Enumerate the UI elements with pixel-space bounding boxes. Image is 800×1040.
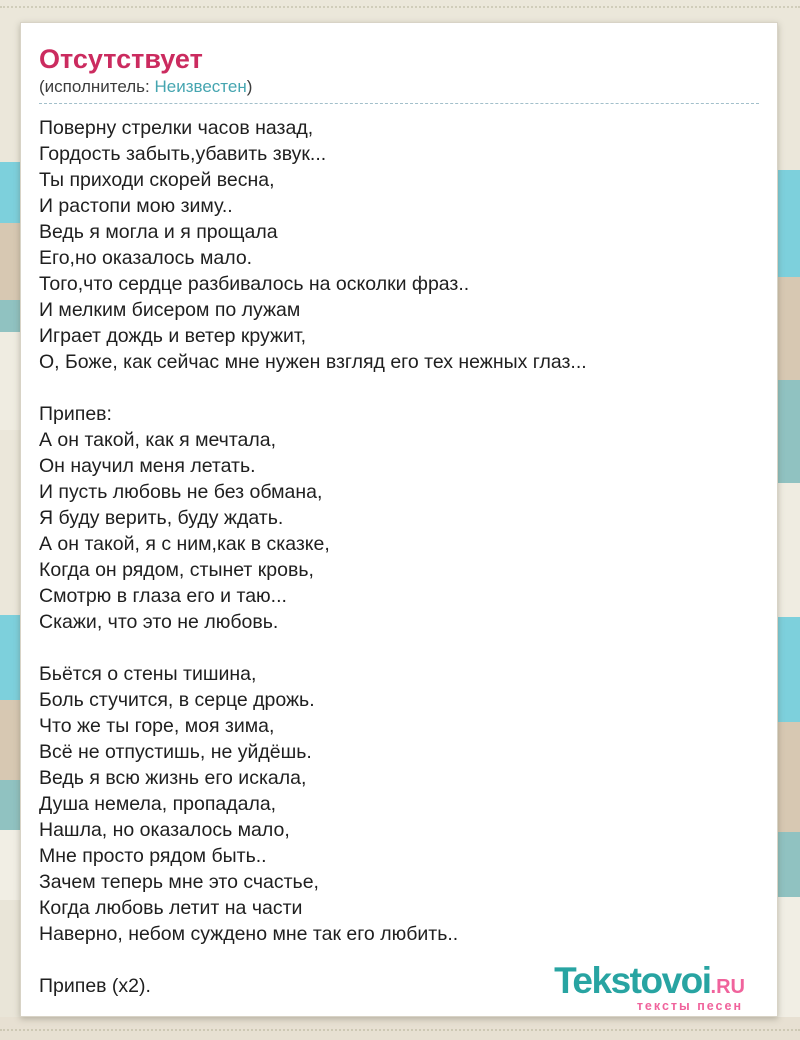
lyric-line: Того,что сердце разбивалось на осколки фраз.. [39,273,470,295]
lyric-line: Душа немела, пропадала, [39,793,277,815]
lyric-line: О, Боже, как сейчас мне нужен взгляд его тех нежных глаз... [39,351,587,373]
lyric-line: Смотрю в глаза его и таю... [39,585,287,607]
lyric-line: И растопи мою зиму.. [39,195,233,217]
lyrics-stanza [39,115,759,375]
lyric-line: Ведь я могла и я прощала [39,221,278,243]
lyric-line: Скажи, что это не любовь. [39,611,279,633]
stitch-line-top [0,6,800,8]
lyric-line: Всё не отпустишь, не уйдёшь. [39,741,312,763]
lyric-line: Боль стучится, в серце дрожь. [39,689,315,711]
lyrics-stanza [39,661,759,947]
logo-tagline: тексты песен [636,998,743,1013]
lyric-line: Я буду верить, буду ждать. [39,507,284,529]
lyric-line: А он такой, как я мечтала, [39,429,277,451]
lyric-line: Припев (x2). [39,975,151,997]
patchwork-background-right [776,0,800,1040]
lyric-line: Когда он рядом, стынет кровь, [39,559,314,581]
lyric-line: Он научил меня летать. [39,455,256,477]
artist-label-suffix: ) [246,77,253,96]
lyric-line: Гордость забыть,убавить звук... [39,143,327,165]
lyrics-text [39,115,759,999]
lyric-line: Нашла, но оказалось мало, [39,819,290,841]
lyrics-card [20,22,778,1017]
artist-link[interactable]: Неизвестен [154,77,247,96]
lyric-line: Наверно, небом суждено мне так его любить.. [39,923,459,945]
lyric-line: Его,но оказалось мало. [39,247,253,269]
logo-brand-text[interactable]: Tekstovoi [554,959,711,1001]
lyric-line: И мелким бисером по лужам [39,299,301,321]
lyric-line: И пусть любовь не без обмана, [39,481,323,503]
site-logo[interactable] [554,959,745,1013]
lyrics-stanza [39,401,759,635]
artist-line [39,76,759,103]
logo-domain-suffix[interactable]: .RU [710,975,745,998]
lyric-line: Зачем теперь мне это счастье, [39,871,319,893]
song-title: Отсутствует [39,44,203,74]
lyric-line: Ведь я всю жизнь его искала, [39,767,307,789]
lyric-line: А он такой, я с ним,как в сказке, [39,533,330,555]
stitch-line-bottom [0,1029,800,1031]
lyric-line: Что же ты горе, моя зима, [39,715,275,737]
lyric-line: Припев: [39,403,112,425]
lyric-line: Поверну стрелки часов назад, [39,117,314,139]
artist-label: (исполнитель: [39,77,155,96]
lyric-line: Бьётся о стены тишина, [39,663,257,685]
lyric-line: Мне просто рядом быть.. [39,845,267,867]
dashed-separator [39,103,759,104]
lyric-line: Ты приходи скорей весна, [39,169,275,191]
lyric-line: Играет дождь и ветер кружит, [39,325,307,347]
lyric-line: Когда любовь летит на части [39,897,303,919]
